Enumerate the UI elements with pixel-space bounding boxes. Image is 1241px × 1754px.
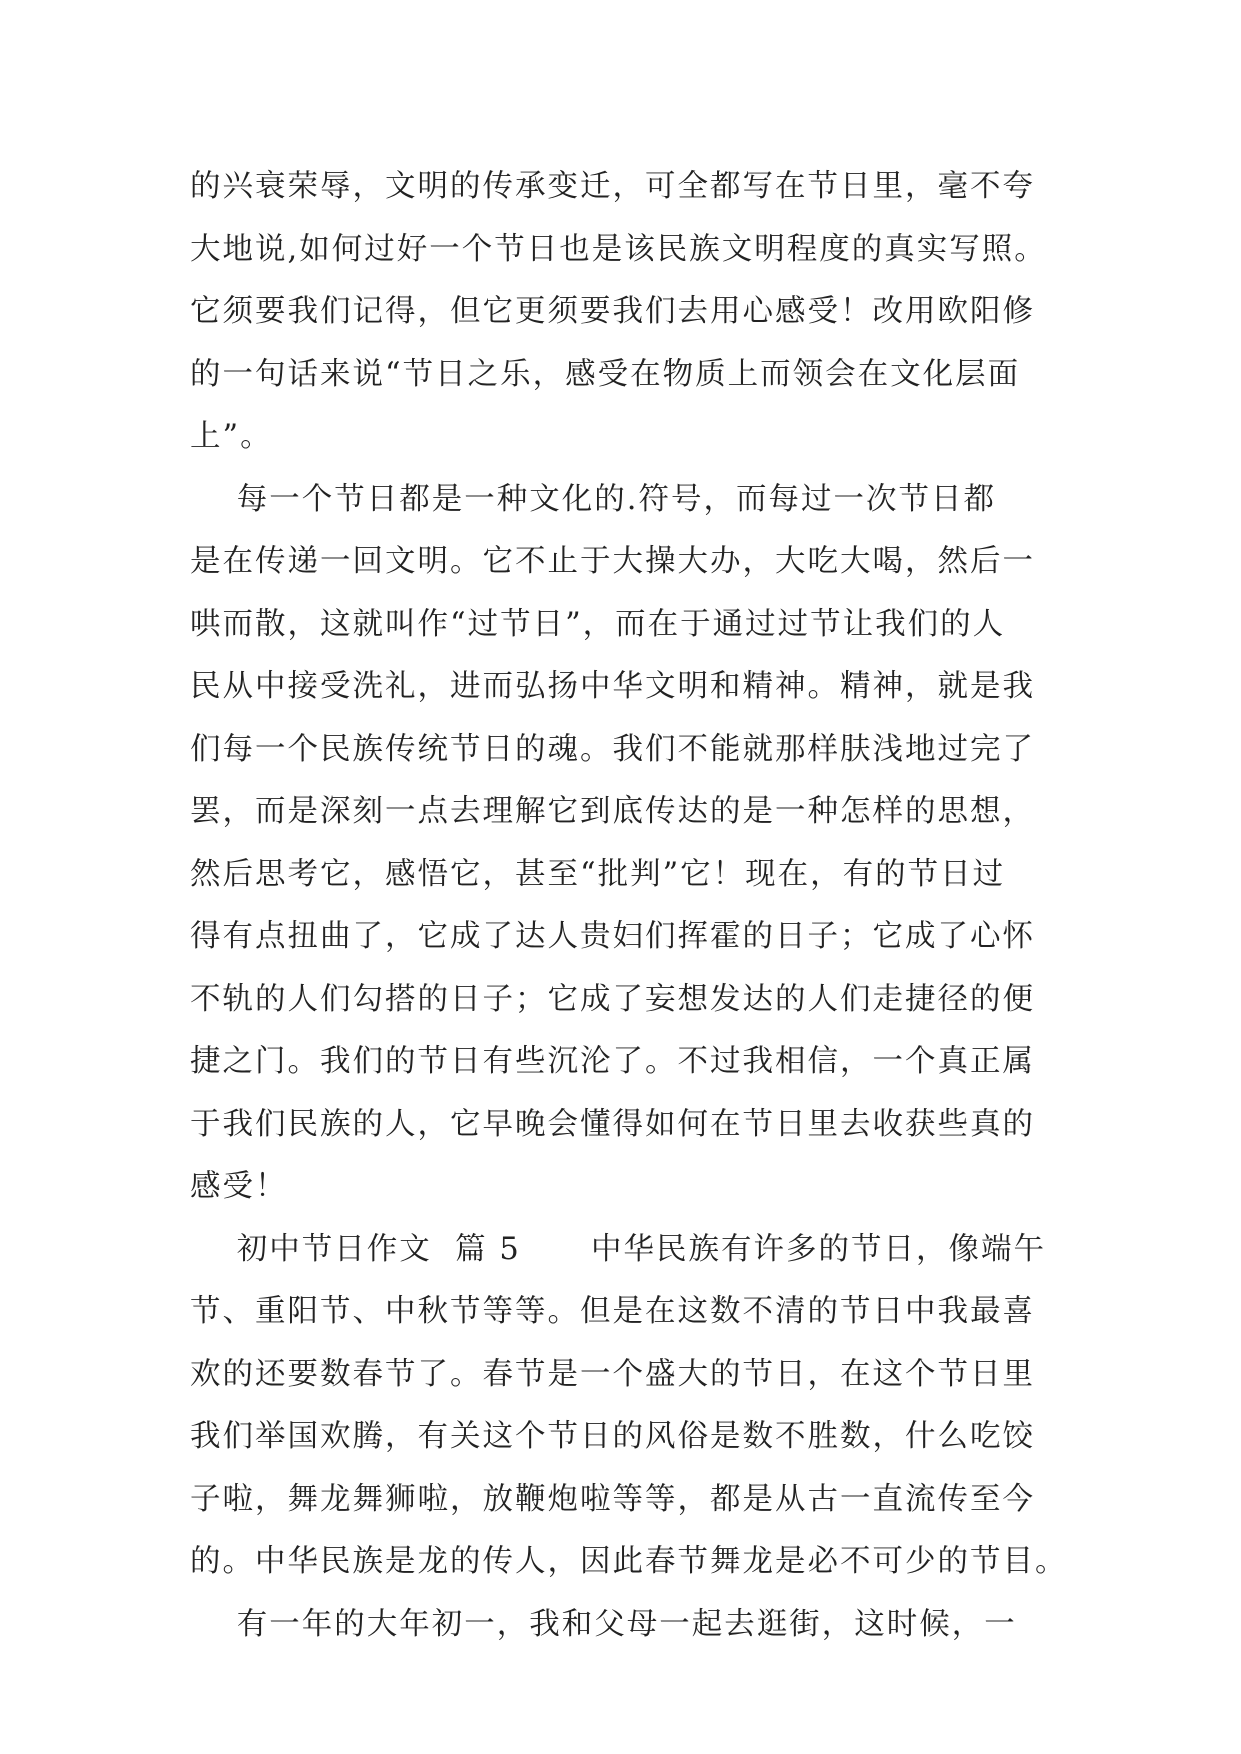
text-line: 我们举国欢腾，有关这个节日的风俗是数不胜数，什么吃饺 [190, 1419, 1035, 1454]
text-line: 每一个节日都是一种文化的.符号，而每过一次节日都 [190, 481, 996, 517]
text-line: 感受！ [190, 1169, 288, 1204]
text-line: 上”。 [190, 419, 273, 454]
body-text [190, 156, 1070, 1656]
text-line: 罢，而是深刻一点去理解它到底传达的是一种怎样的思想， [190, 794, 1035, 829]
text-line: 哄而散，这就叫作“过节日”，而在于通过过节让我们的人 [190, 606, 1006, 642]
text-line: 的兴衰荣辱，文明的传承变迁，可全都写在节日里，毫不夸 [190, 169, 1035, 204]
text-line: 得有点扭曲了，它成了达人贵妇们挥霍的日子；它成了心怀 [190, 919, 1035, 954]
text-line: 的。中华民族是龙的传人，因此春节舞龙是必不可少的节目。 [190, 1544, 1068, 1579]
text-line: 是在传递一回文明。它不止于大操大办，大吃大喝，然后一 [190, 544, 1035, 579]
text-line: 它须要我们记得，但它更须要我们去用心感受！改用欧阳修 [190, 294, 1035, 329]
text-line: 子啦，舞龙舞狮啦，放鞭炮啦等等，都是从古一直流传至今 [190, 1481, 1035, 1517]
text-line: 大地说,如何过好一个节日也是该民族文明程度的真实写照。 [190, 231, 1047, 267]
text-line: 初中节日作文 篇 5 中华民族有许多的节日，像端午 [190, 1231, 1046, 1267]
text-line: 欢的还要数春节了。春节是一个盛大的节日，在这个节日里 [190, 1356, 1035, 1392]
text-line: 捷之门。我们的节日有些沉沦了。不过我相信，一个真正属 [190, 1044, 1035, 1079]
text-line: 然后思考它，感悟它，甚至“批判”它！现在，有的节日过 [190, 856, 1006, 892]
text-line: 有一年的大年初一，我和父母一起去逛街，这时候，一 [190, 1606, 1017, 1642]
text-line: 不轨的人们勾搭的日子；它成了妄想发达的人们走捷径的便 [190, 981, 1035, 1017]
text-line: 们每一个民族传统节日的魂。我们不能就那样肤浅地过完了 [190, 731, 1035, 767]
text-line: 于我们民族的人，它早晚会懂得如何在节日里去收获些真的 [190, 1106, 1035, 1142]
text-line: 节、重阳节、中秋节等等。但是在这数不清的节日中我最喜 [190, 1294, 1035, 1329]
text-line: 的一句话来说“节日之乐，感受在物质上而领会在文化层面 [190, 356, 1021, 392]
text-line: 民从中接受洗礼，进而弘扬中华文明和精神。精神，就是我 [190, 669, 1035, 704]
